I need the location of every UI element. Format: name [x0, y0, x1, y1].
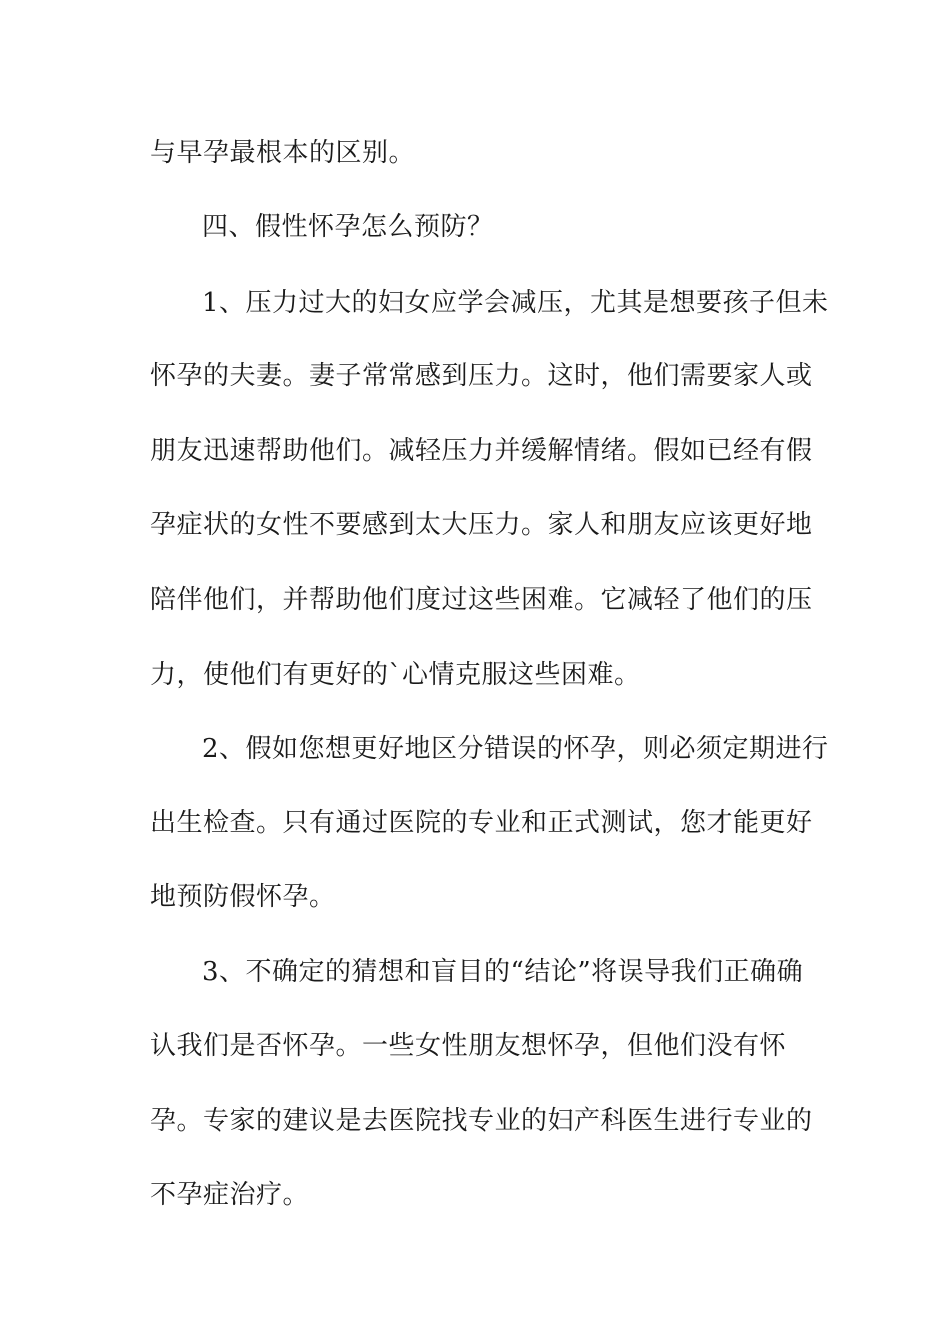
text-line: 怀孕的夫妻。妻子常常感到压力。这时，他们需要家人或 — [150, 361, 813, 391]
text-line: 1、压力过大的妇女应学会减压，尤其是想要孩子但未 — [202, 288, 829, 318]
text-line: 2、假如您想更好地区分错误的怀孕，则必须定期进行 — [202, 734, 829, 764]
section-heading: 四、假性怀孕怎么预防？ — [202, 212, 494, 242]
text-line: 不孕症治疗。 — [150, 1180, 310, 1210]
text-line: 陪伴他们，并帮助他们度过这些困难。它减轻了他们的压 — [150, 585, 813, 615]
text-line: 孕症状的女性不要感到太大压力。家人和朋友应该更好地 — [150, 510, 813, 540]
text-line: 出生检查。只有通过医院的专业和正式测试，您才能更好 — [150, 808, 813, 838]
text-line: 地预防假怀孕。 — [150, 882, 336, 912]
text-line: 孕。专家的建议是去医院找专业的妇产科医生进行专业的 — [150, 1106, 813, 1136]
text-line: 3、不确定的猜想和盲目的“结论”将误导我们正确确 — [202, 957, 804, 987]
text-line: 与早孕最根本的区别。 — [150, 138, 416, 168]
text-line: 朋友迅速帮助他们。减轻压力并缓解情绪。假如已经有假 — [150, 436, 813, 466]
text-line: 力，使他们有更好的`心情克服这些困难。 — [150, 660, 641, 690]
text-line: 认我们是否怀孕。一些女性朋友想怀孕，但他们没有怀 — [150, 1031, 787, 1061]
